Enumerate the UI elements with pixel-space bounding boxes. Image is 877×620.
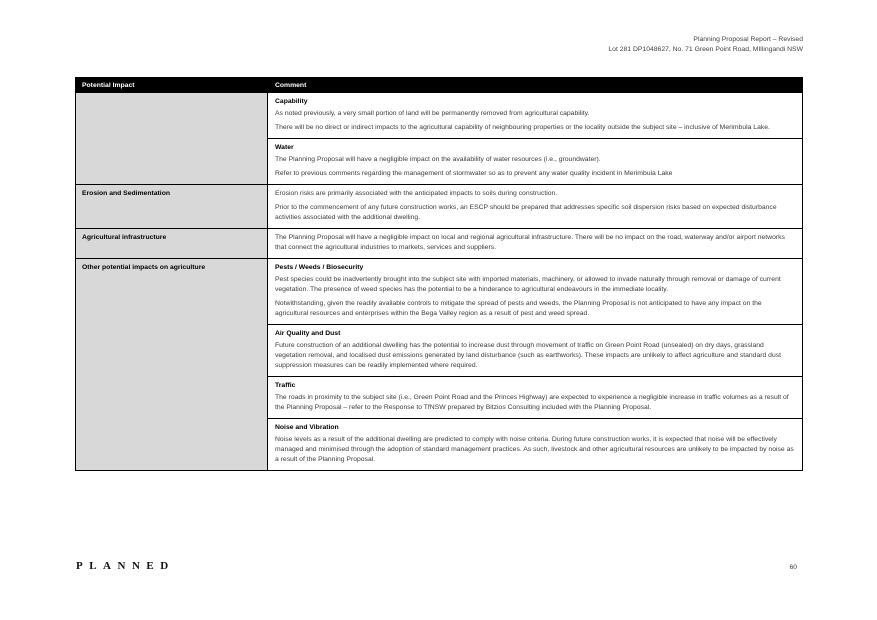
comment-section-noise-vibration [268, 418, 802, 470]
comment-section-pests-weeds-biosecurity [268, 259, 802, 324]
impact-cell: Agricultural infrastructure [76, 229, 268, 258]
comment-cell [268, 229, 802, 258]
table-header-row [76, 78, 802, 92]
comment-cell [268, 185, 802, 228]
page-number: 60 [789, 564, 797, 571]
doc-header-line2: Lot 281 DP1048627, No. 71 Green Point Road, MIllingandi NSW [608, 46, 803, 53]
table-row [76, 258, 802, 470]
section-paragraph: Noise levels as a result of the additional dwelling are predicted to comply with noise criteria. During future construction works, it is expected that noise will be effectively managed and minimised through the adoption of standard management practices. As such, livestock and other agricultural resources are unlikely to be impacted by noise as a result of the Planning Proposal. [275, 436, 794, 463]
comment-section-water [268, 138, 802, 184]
section-paragraph: Erosion risks are primarily associated with the anticipated impacts to soils during construction. [275, 190, 558, 197]
planned-logo: PLANNED [76, 560, 175, 572]
impact-cell: Erosion and Sedimentation [76, 185, 268, 228]
section-heading: Traffic [275, 382, 296, 389]
doc-header-line1: Planning Proposal Report – Revised [693, 36, 803, 43]
table-row [76, 184, 802, 228]
column-header-potential-impact: Potential Impact [82, 82, 135, 89]
comment-section-traffic [268, 376, 802, 418]
impact-cell [76, 93, 268, 184]
section-paragraph: Refer to previous comments regarding the management of stormwater so as to prevent any water quality incident in Merimbula Lake [275, 170, 673, 177]
comment-cell [268, 93, 802, 184]
comment-section-agri-infrastructure [268, 229, 802, 258]
section-paragraph: Notwithstanding, given the readily available controls to mitigate the spread of pests and weeds, the Planning Proposal is not anticipated to have any impact on the agricultural resources and enterprises within the Bega Valley region as a result of pest and weed spread. [275, 300, 762, 317]
section-paragraph: As noted previously, a very small portion of land will be permanently removed from agricultural capability. [275, 110, 590, 117]
section-paragraph: Future construction of an additional dwelling has the potential to increase dust through movement of traffic on Green Point Road (unsealed) on dry days, grassland vegetation removal, and localised dust emissions generated by land disturbance (such as earthworks). These impacts are unlikely to affect agriculture and standard dust suppression measures can be readily implemented where required. [275, 342, 782, 369]
section-heading: Pests / Weeds / Biosecurity [275, 264, 364, 271]
comment-section-erosion [268, 185, 802, 228]
section-paragraph: There will be no direct or indirect impacts to the agricultural capability of neighbouring properties or the locality outside the subject site – inclusive of Merimbula Lake. [275, 124, 770, 131]
comment-section-capability [268, 93, 802, 138]
section-paragraph: The Planning Proposal will have a negligible impact on the availability of water resources (i.e., groundwater). [275, 156, 601, 163]
comment-section-air-quality-dust [268, 324, 802, 376]
section-paragraph: Pest species could be inadvertently brought into the subject site with imported materials, machinery, or allowed to invade naturally through removal or damage of current vegetation. The presence of weed species has the potential to be a hinderance to agricultural endeavours in the immediate locality. [275, 276, 781, 293]
section-heading: Noise and Vibration [275, 424, 339, 431]
document-header [608, 35, 803, 55]
column-header-comment: Comment [275, 82, 307, 89]
section-paragraph: Prior to the commencement of any future construction works, an ESCP should be prepared that addresses specific soil dispersion risks based on expected disturbance activities associated with the additional dwelling. [275, 204, 777, 221]
impact-comment-table [75, 77, 803, 471]
impact-cell: Other potential impacts on agriculture [76, 259, 268, 470]
table-row [76, 228, 802, 258]
section-paragraph: The Planning Proposal will have a negligible impact on local and regional agricultural infrastructure. There will be no impact on the road, waterway and/or airport networks that connect the agricultural industries to markets, services and suppliers. [275, 234, 785, 251]
section-heading: Water [275, 144, 294, 151]
section-heading: Air Quality and Dust [275, 330, 341, 337]
section-heading: Capability [275, 98, 308, 105]
section-paragraph: The roads in proximity to the subject site (i.e., Green Point Road and the Princes Highway) are expected to experience a negligible increase in traffic volumes as a result of the Planning Proposal – refer to the Response to TfNSW prepared by Bitzios Consulting included with the Planning Proposal. [275, 394, 789, 411]
comment-cell [268, 259, 802, 470]
table-row [76, 92, 802, 184]
